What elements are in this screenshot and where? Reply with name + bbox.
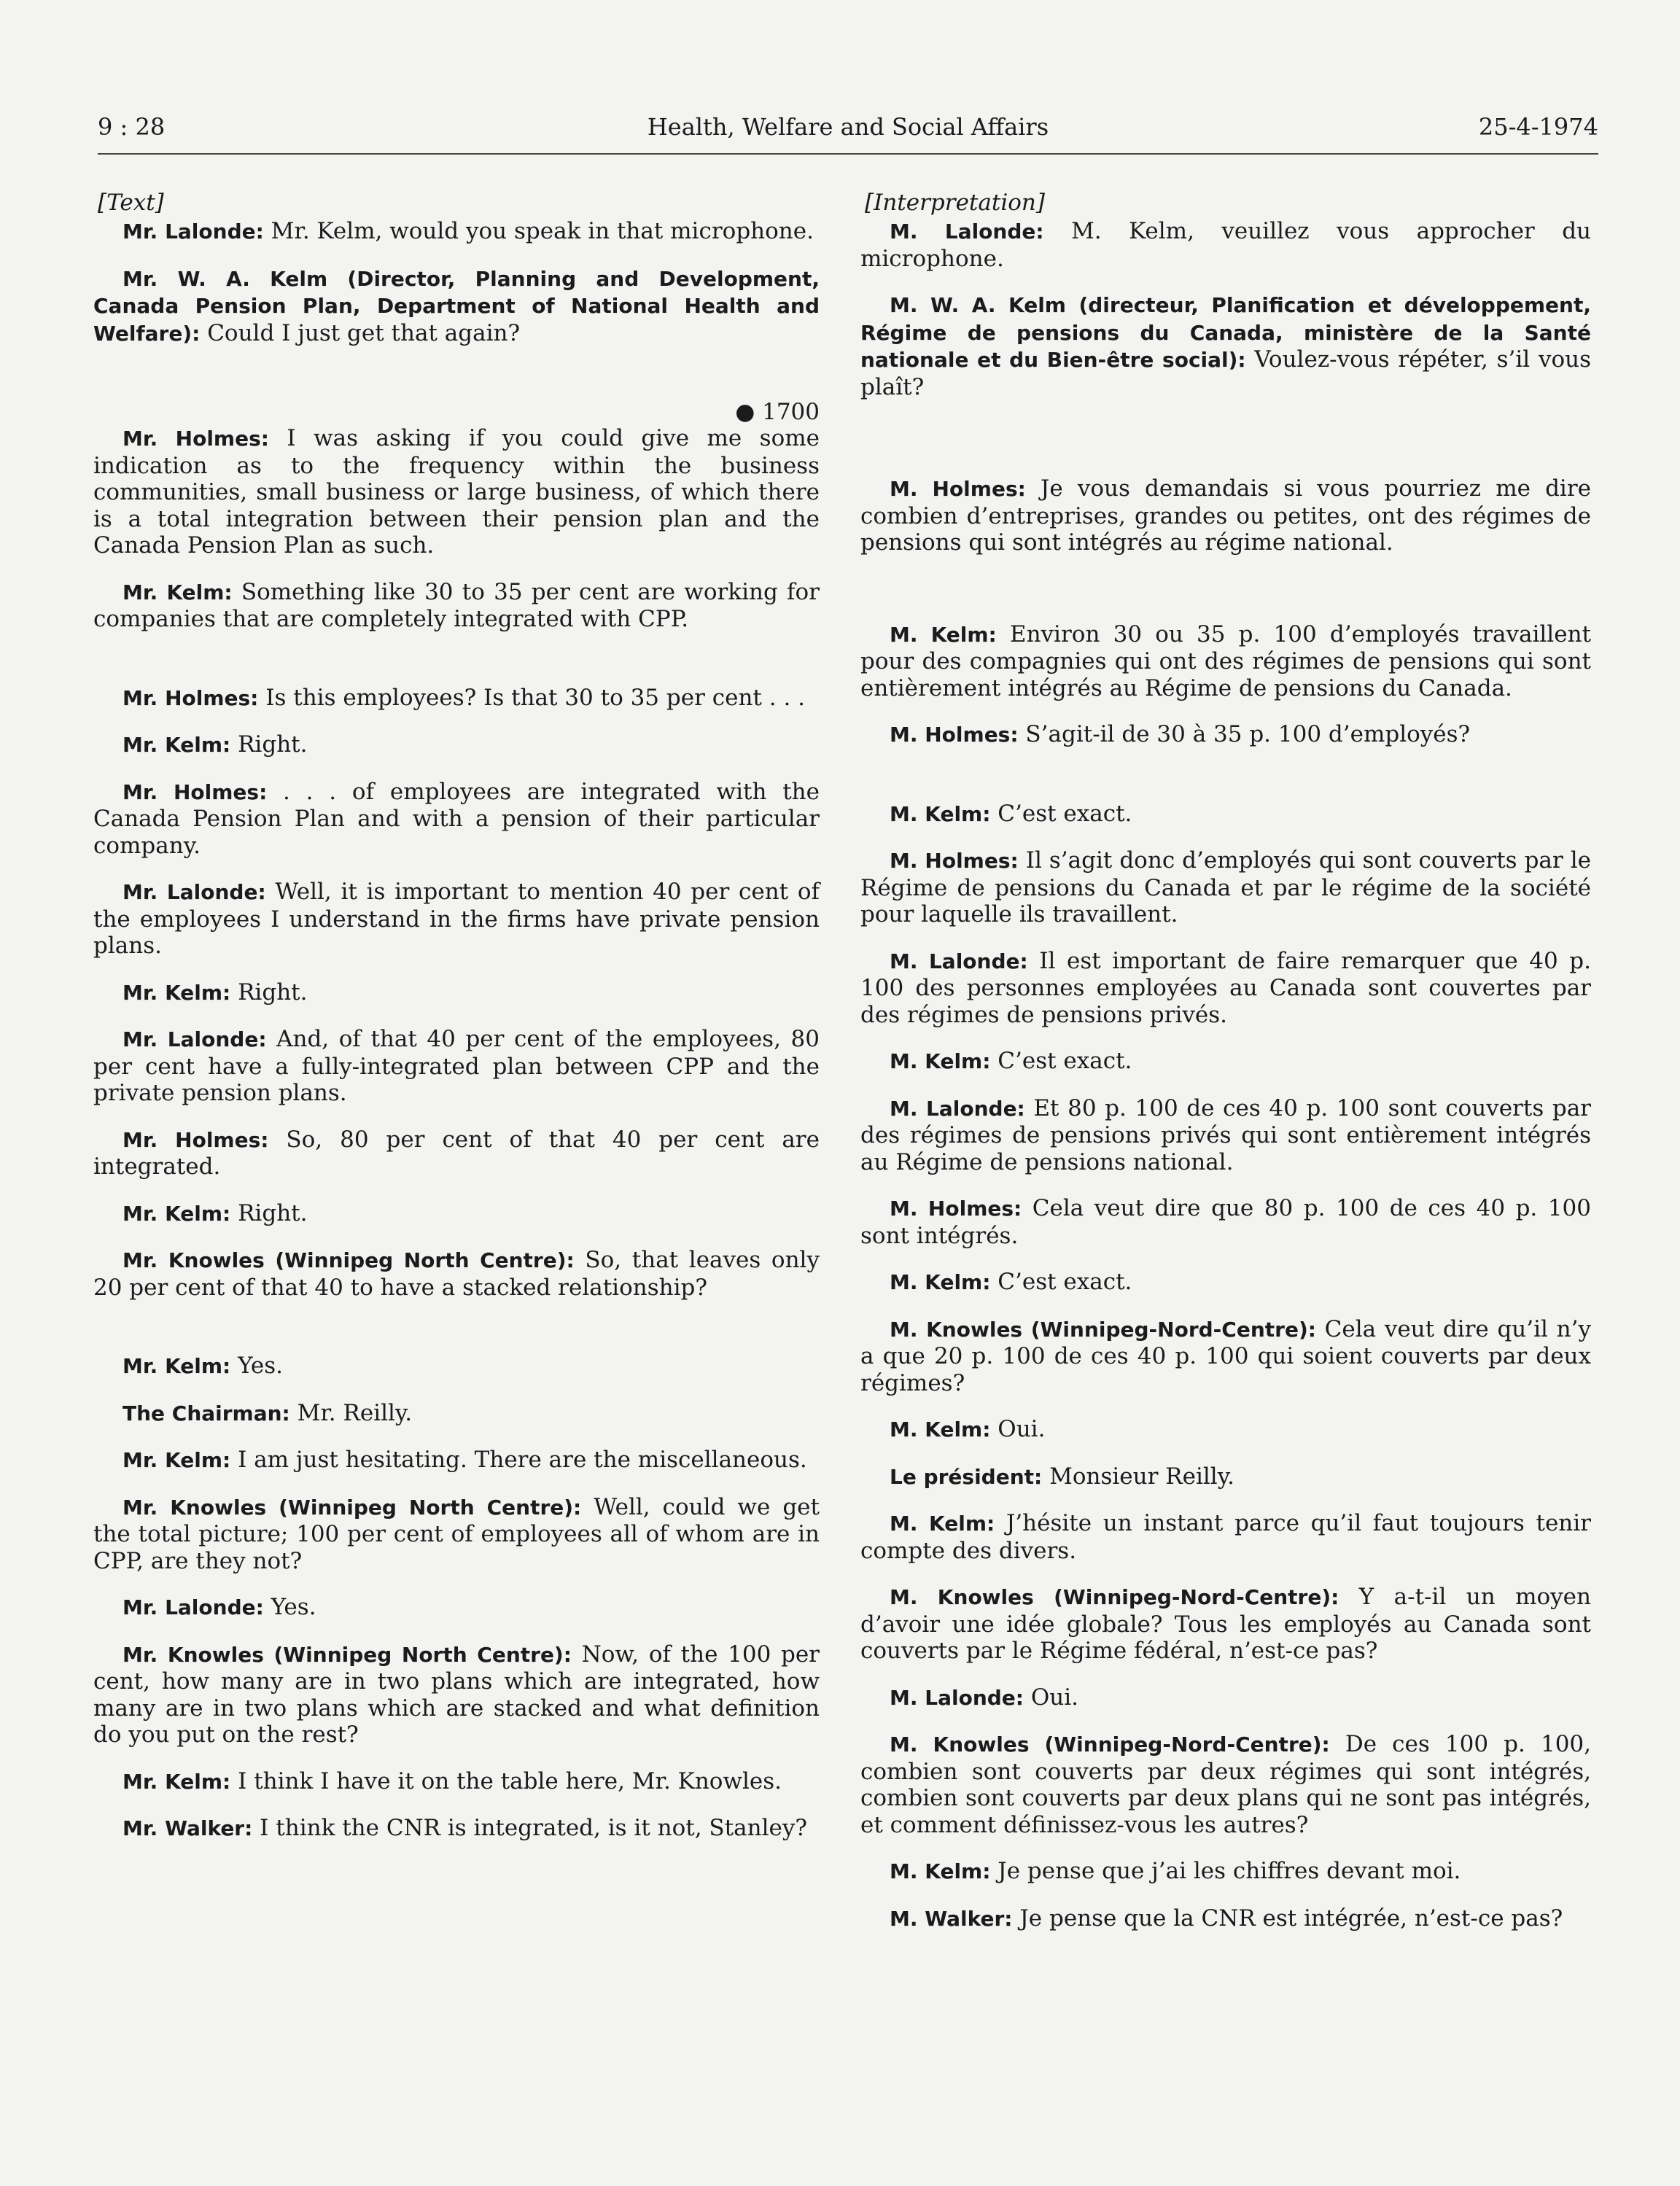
english-column [93, 190, 820, 1862]
english-paragraph [93, 1026, 820, 1107]
english-paragraph [93, 1400, 820, 1428]
speech-text: De ces 100 p. 100, combien sont couverts par deux régimes qui sont intégrés, combien sont couverts par deux plans qui ne sont pas intégrés, et comment définissez-vous les autres? [860, 1731, 1591, 1838]
speech-text: C’est exact. [990, 1048, 1132, 1074]
speaker-name: Mr. Kelm: [122, 733, 231, 757]
speech-text: Could I just get that again? [200, 319, 521, 346]
speech-text: I was asking if you could give me some indication as to the frequency within the business communities, small business or large business, of which there is a total integration between their pension plan and the Canada Pension Plan as such. [93, 425, 820, 559]
speech-text: Je pense que la CNR est intégrée, n’est-ce pas? [1012, 1905, 1563, 1932]
speech-text: So, that leaves only 20 per cent of that 40 to have a stacked relationship? [93, 1247, 820, 1301]
speech-text: Something like 30 to 35 per cent are working for companies that are completely integrated with CPP. [93, 578, 820, 632]
french-paragraph [860, 1048, 1591, 1076]
speaker-name: Mr. Lalonde: [122, 219, 264, 244]
speaker-name: Mr. Holmes: [122, 1127, 269, 1152]
french-section-label: [Interpretation] [865, 190, 1045, 216]
publication-title: Health, Welfare and Social Affairs [647, 113, 1049, 141]
speech-text: Il est important de faire remarquer que 40 p. 100 des personnes employées au Canada sont couvertes par des régimes de pensions privés. [860, 947, 1592, 1028]
speech-text: Right. [230, 979, 308, 1006]
speaker-name: M. Holmes: [890, 849, 1019, 873]
speech-text: Mr. Kelm, would you speak in that microphone. [263, 218, 814, 244]
speech-text: M. Kelm, veuillez vous approcher du microphone. [860, 218, 1592, 272]
english-paragraph [93, 218, 820, 246]
speaker-name: M. Knowles (Winnipeg-Nord-Centre): [890, 1585, 1339, 1609]
spacer [860, 769, 1591, 801]
speech-text: Oui. [1023, 1684, 1078, 1711]
english-paragraph [93, 879, 820, 960]
french-paragraph [860, 847, 1591, 928]
speech-text: Il s’agit donc d’employés qui sont couverts par le Régime de pensions du Canada et par le régime de la société pour laquelle ils travaillent. [860, 847, 1591, 927]
english-paragraph [93, 1494, 820, 1575]
speech-text: Well, it is important to mention 40 per cent of the employees I understand in the firms have private pension plans. [93, 879, 820, 959]
speaker-name: Mr. Knowles (Winnipeg North Centre): [122, 1642, 572, 1667]
speech-text: Well, could we get the total picture; 100 per cent of employees all of whom are in CPP, are they not? [93, 1493, 820, 1574]
french-paragraph [860, 721, 1591, 749]
french-paragraph [860, 1463, 1591, 1491]
speaker-name: Mr. Lalonde: [122, 1595, 264, 1619]
spacer [93, 1320, 820, 1353]
speaker-name: Mr. Kelm: [122, 1354, 231, 1378]
english-paragraph [93, 1815, 820, 1843]
english-paragraph [93, 1353, 820, 1380]
french-paragraph [860, 475, 1591, 556]
speech-text: Cela veut dire qu’il n’y a que 20 p. 100 de ces 40 p. 100 qui soient couverts par deux régimes? [860, 1315, 1591, 1396]
french-paragraph [860, 1095, 1591, 1176]
speech-text: Voulez-vous répéter, s’il vous plaît? [860, 346, 1591, 400]
english-paragraph [93, 685, 820, 712]
speaker-name: M. Walker: [890, 1906, 1013, 1931]
speech-text: Y a-t-il un moyen d’avoir une idée globale? Tous les employés au Canada sont couverts par le Régime fédéral, n’est-ce pas? [860, 1584, 1591, 1664]
spacer [93, 653, 820, 685]
speech-text: Je vous demandais si vous pourriez me dire combien d’entreprises, grandes ou petites, ont des régimes de pensions qui sont intégrés au régime national. [860, 475, 1591, 556]
english-paragraph [93, 779, 820, 860]
speech-text: Right. [230, 1199, 308, 1226]
speaker-name: M. Kelm: [890, 622, 997, 647]
spacer [93, 367, 820, 399]
speaker-name: Mr. Walker: [122, 1816, 253, 1840]
speaker-name: M. Lalonde: [890, 949, 1028, 973]
french-paragraph [860, 218, 1591, 272]
english-paragraph [93, 1768, 820, 1796]
spacer [860, 576, 1591, 621]
french-column [860, 190, 1591, 1952]
french-paragraph [860, 1858, 1591, 1886]
speaker-name: M. Kelm: [890, 1512, 995, 1536]
speaker-name: M. W. A. Kelm (directeur, Planification et développement, Régime de pensions du Canada, ministère de la Santé nationale et du Bien-être social): [860, 293, 1591, 372]
french-paragraph [860, 621, 1591, 702]
speaker-name: Mr. Knowles (Winnipeg North Centre): [122, 1248, 575, 1272]
speaker-name: Mr. Holmes: [122, 779, 268, 804]
french-paragraph [860, 1416, 1591, 1444]
french-paragraph [860, 1905, 1591, 1933]
speech-text: Environ 30 ou 35 p. 100 d’employés travaillent pour des compagnies qui ont des régimes de pensions qui sont entièrement intégrés au Régime de pensions du Canada. [860, 621, 1591, 701]
speech-text: Et 80 p. 100 de ces 40 p. 100 sont couverts par des régimes de pensions privés qui sont entièrement intégrés au Régime de pensions national. [860, 1094, 1591, 1175]
english-paragraph [93, 1447, 820, 1474]
speech-text: Yes. [263, 1594, 316, 1620]
speaker-name: M. Lalonde: [890, 1685, 1024, 1710]
speaker-name: M. Kelm: [890, 801, 991, 826]
speech-text: And, of that 40 per cent of the employees, 80 per cent have a fully-integrated plan between CPP and the private pension plans. [93, 1026, 820, 1106]
speaker-name: Mr. Kelm: [122, 580, 233, 604]
french-paragraph [860, 1584, 1591, 1665]
english-paragraph [93, 1594, 820, 1622]
french-paragraph [860, 1195, 1591, 1249]
spacer [860, 420, 1591, 475]
speech-text: C’est exact. [990, 800, 1132, 827]
speaker-name: Mr. Lalonde: [122, 1027, 267, 1051]
french-paragraph [860, 1316, 1591, 1397]
speaker-name: The Chairman: [122, 1401, 290, 1425]
speaker-name: Mr. Kelm: [122, 1201, 231, 1226]
english-paragraph [93, 979, 820, 1007]
speech-text: Yes. [230, 1353, 283, 1379]
english-paragraph [93, 1127, 820, 1180]
english-paragraph [93, 731, 820, 759]
speaker-name: Mr. Kelm: [122, 1769, 231, 1794]
speaker-name: Mr. Kelm: [122, 980, 231, 1005]
speech-text: I am just hesitating. There are the miscellaneous. [230, 1447, 807, 1473]
french-paragraph [860, 1684, 1591, 1712]
english-paragraph [93, 1641, 820, 1749]
speech-text: Is this employees? Is that 30 to 35 per cent . . . [258, 684, 806, 711]
speech-text: Je pense que j’ai les chiffres devant moi. [990, 1858, 1461, 1884]
speech-text: Now, of the 100 per cent, how many are in two plans which are integrated, how many are in two plans which are stacked and what definition do you put on the rest? [93, 1641, 820, 1748]
french-paragraph [860, 948, 1591, 1029]
english-paragraph [93, 1200, 820, 1228]
speaker-name: M. Holmes: [890, 1197, 1022, 1221]
page-header [98, 109, 1598, 155]
speaker-name: Le président: [890, 1464, 1043, 1489]
speech-text: I think the CNR is integrated, is it not, Stanley? [252, 1815, 807, 1841]
speech-text: Monsieur Reilly. [1042, 1463, 1234, 1490]
speaker-name: Mr. Knowles (Winnipeg North Centre): [122, 1495, 582, 1520]
speech-text: Right. [230, 731, 308, 758]
speaker-name: M. Lalonde: [890, 1096, 1025, 1121]
speaker-name: M. Kelm: [890, 1859, 991, 1883]
speech-text: Oui. [990, 1416, 1046, 1442]
speaker-name: Mr. W. A. Kelm (Director, Planning and Development, Canada Pension Plan, Department of National Health and Welfare): [93, 266, 820, 346]
speaker-name: M. Knowles (Winnipeg-Nord-Centre): [890, 1317, 1316, 1342]
speech-text: J’hésite un instant parce qu’il faut toujours tenir compte des divers. [860, 1510, 1591, 1564]
speaker-name: M. Kelm: [890, 1270, 991, 1294]
speech-text: Cela veut dire que 80 p. 100 de ces 40 p. 100 sont intégrés. [860, 1195, 1591, 1249]
speaker-name: M. Holmes: [890, 477, 1026, 501]
french-paragraph [860, 801, 1591, 828]
speech-text: Mr. Reilly. [289, 1399, 413, 1426]
french-paragraph [860, 1731, 1591, 1838]
speech-text: . . . of employees are integrated with the Canada Pension Plan and with a pension of their particular company. [93, 778, 820, 859]
speech-text: I think I have it on the table here, Mr. Knowles. [230, 1767, 782, 1794]
page-number: 9 : 28 [98, 113, 166, 141]
speaker-name: Mr. Lalonde: [122, 880, 266, 904]
speaker-name: M. Knowles (Winnipeg-Nord-Centre): [890, 1732, 1330, 1757]
english-paragraph [93, 265, 820, 348]
speaker-name: M. Holmes: [890, 723, 1019, 747]
english-section-label: [Text] [98, 190, 164, 216]
speaker-name: M. Kelm: [890, 1417, 991, 1442]
french-paragraph [860, 292, 1591, 400]
french-paragraph [860, 1510, 1591, 1564]
speaker-name: Mr. Holmes: [122, 685, 259, 710]
speaker-name: Mr. Holmes: [122, 427, 269, 451]
speech-text: So, 80 per cent of that 40 per cent are integrated. [93, 1126, 820, 1180]
speaker-name: M. Lalonde: [890, 219, 1044, 244]
english-paragraph [93, 425, 820, 559]
publication-date: 25-4-1974 [1478, 113, 1598, 141]
english-paragraph [93, 579, 820, 633]
english-paragraph [93, 1247, 820, 1301]
speech-text: C’est exact. [990, 1269, 1132, 1295]
time-marker: ● 1700 [735, 399, 820, 425]
french-paragraph [860, 1269, 1591, 1296]
speaker-name: Mr. Kelm: [122, 1448, 231, 1472]
speech-text: S’agit-il de 30 à 35 p. 100 d’employés? [1018, 721, 1471, 747]
speaker-name: M. Kelm: [890, 1049, 991, 1073]
